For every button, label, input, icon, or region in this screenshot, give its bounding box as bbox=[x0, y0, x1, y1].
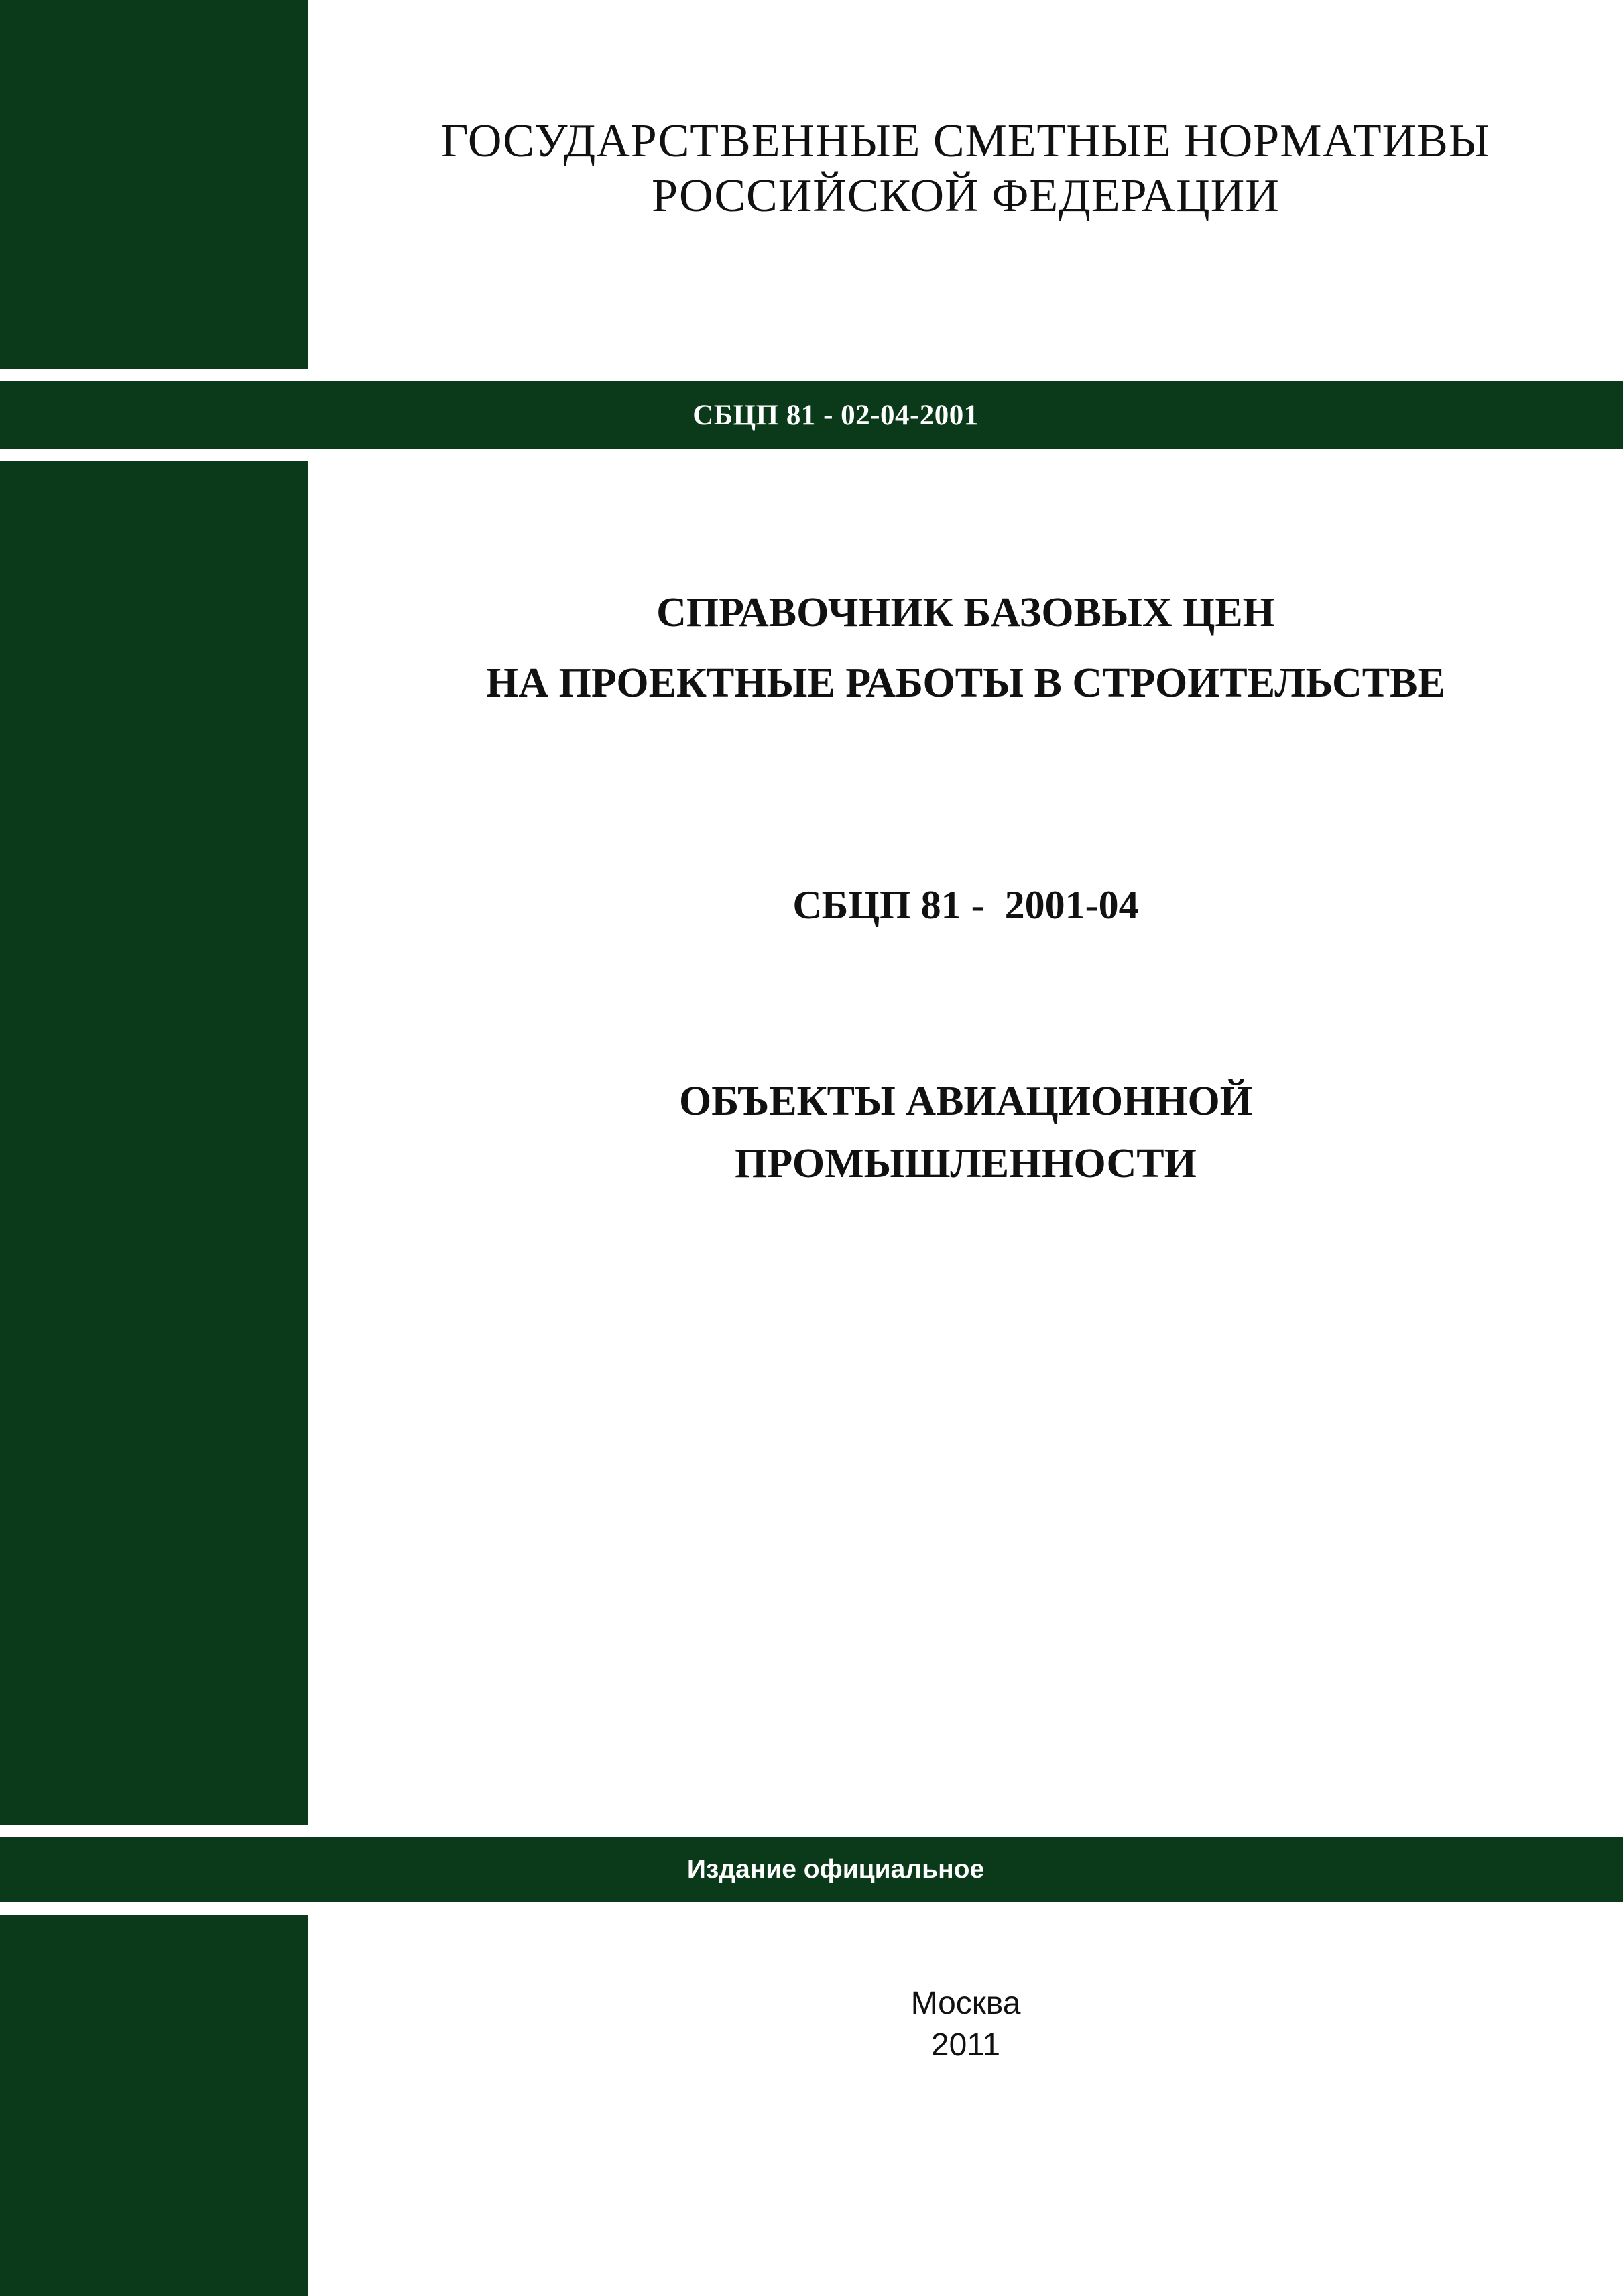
official-edition-label: Издание официальное bbox=[686, 1855, 985, 1884]
title-line-2: НА ПРОЕКТНЫЕ РАБОТЫ В СТРОИТЕЛЬСТВЕ bbox=[486, 660, 1445, 706]
official-edition-band bbox=[0, 1837, 1623, 1902]
band-document-code: СБЦП 81 - 02-04-2001 bbox=[693, 399, 979, 431]
green-spine-top bbox=[0, 0, 308, 369]
subject-line-2: ПРОМЫШЛЕННОСТИ bbox=[735, 1141, 1197, 1187]
header-line-2: РОССИЙСКОЙ ФЕДЕРАЦИИ bbox=[652, 170, 1280, 222]
header-line-1: ГОСУДАРСТВЕННЫЕ СМЕТНЫЕ НОРМАТИВЫ bbox=[441, 115, 1490, 167]
document-title bbox=[308, 578, 1623, 719]
subject-line-1: ОБЪЕКТЫ АВИАЦИОННОЙ bbox=[678, 1079, 1253, 1124]
top-code-band bbox=[0, 381, 1623, 449]
standards-header bbox=[308, 114, 1623, 224]
green-spine-middle bbox=[0, 461, 308, 1825]
green-spine-bottom bbox=[0, 1915, 308, 2296]
publication-imprint bbox=[308, 1983, 1623, 2066]
document-code: СБЦП 81 - 2001-04 bbox=[792, 883, 1139, 927]
title-line-1: СПРАВОЧНИК БАЗОВЫХ ЦЕН bbox=[656, 590, 1275, 636]
document-subject bbox=[308, 1071, 1623, 1195]
imprint-year: 2011 bbox=[930, 2027, 1001, 2063]
imprint-city: Москва bbox=[910, 1986, 1021, 2021]
